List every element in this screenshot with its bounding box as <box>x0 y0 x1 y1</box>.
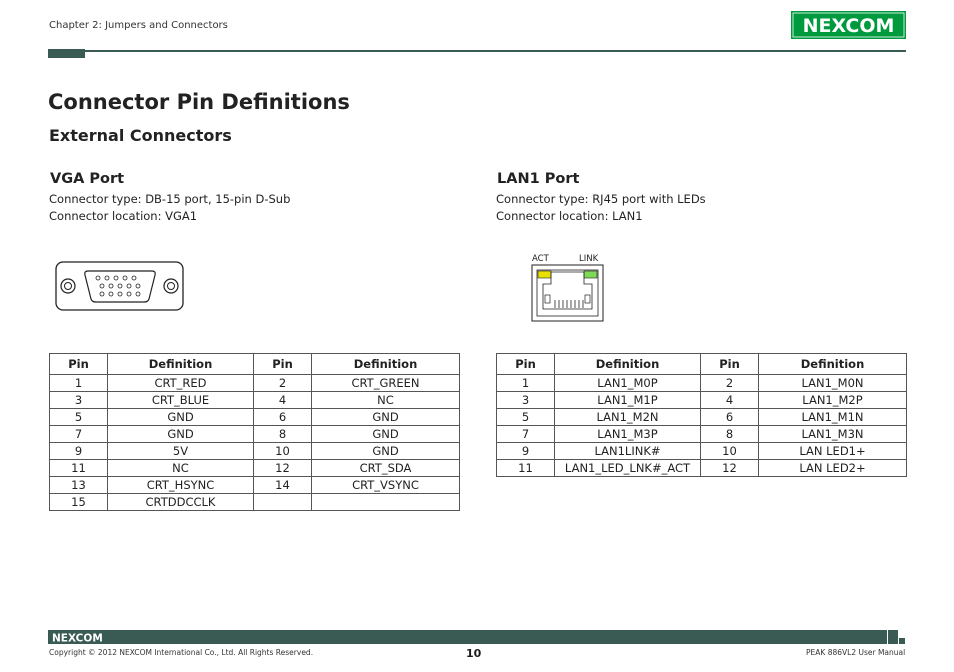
vga-info <box>49 191 290 225</box>
cell: LAN1_M0P <box>555 375 701 392</box>
cell: 10 <box>701 443 759 460</box>
header-accent-bar <box>48 49 85 58</box>
table-row <box>497 375 907 392</box>
table-row <box>50 426 460 443</box>
table-row <box>50 477 460 494</box>
cell: 10 <box>254 443 312 460</box>
col-header: Pin <box>254 354 312 375</box>
page-title: Connector Pin Definitions <box>48 90 350 114</box>
cell: CRT_GREEN <box>312 375 460 392</box>
page-number: 10 <box>466 647 482 660</box>
cell: 5V <box>108 443 254 460</box>
table-row <box>50 460 460 477</box>
cell: GND <box>312 409 460 426</box>
link-label: LINK <box>579 254 599 264</box>
cell: 5 <box>50 409 108 426</box>
cell: CRTDDCCLK <box>108 494 254 511</box>
table-row <box>497 426 907 443</box>
cell: LAN LED2+ <box>759 460 907 477</box>
col-header: Pin <box>701 354 759 375</box>
manual-name: PEAK 886VL2 User Manual <box>806 648 906 657</box>
copyright-text: Copyright © 2012 NEXCOM International Co., Ltd. All Rights Reserved. <box>49 648 314 657</box>
lan-connector-location: Connector location: LAN1 <box>496 209 643 223</box>
cell: 2 <box>254 375 312 392</box>
cell: 3 <box>497 392 555 409</box>
act-label: ACT <box>532 254 549 264</box>
vga-pin-table <box>49 353 460 511</box>
cell: LAN LED1+ <box>759 443 907 460</box>
col-header: Definition <box>108 354 254 375</box>
logo-text: NEXCOM <box>802 15 895 37</box>
cell: CRT_HSYNC <box>108 477 254 494</box>
cell: LAN1_M0N <box>759 375 907 392</box>
cell: 11 <box>50 460 108 477</box>
cell: 1 <box>50 375 108 392</box>
lan-connector-type: Connector type: RJ45 port with LEDs <box>496 192 706 206</box>
cell: LAN1_M1N <box>759 409 907 426</box>
cell: LAN1_M3P <box>555 426 701 443</box>
cell: 8 <box>254 426 312 443</box>
cell: LAN1_M3N <box>759 426 907 443</box>
col-header: Pin <box>50 354 108 375</box>
cell: LAN1_M2P <box>759 392 907 409</box>
cell: LAN1_LED_LNK#_ACT <box>555 460 701 477</box>
cell: 4 <box>701 392 759 409</box>
cell: 7 <box>497 426 555 443</box>
cell: CRT_SDA <box>312 460 460 477</box>
section-title: External Connectors <box>49 126 232 145</box>
cell: CRT_VSYNC <box>312 477 460 494</box>
vga-connector-location: Connector location: VGA1 <box>49 209 198 223</box>
col-header: Definition <box>759 354 907 375</box>
table-row <box>497 443 907 460</box>
cell: GND <box>108 426 254 443</box>
cell: GND <box>108 409 254 426</box>
footer-corner-mark <box>888 630 906 644</box>
cell: 9 <box>497 443 555 460</box>
cell: 13 <box>50 477 108 494</box>
cell: NC <box>108 460 254 477</box>
cell: 8 <box>701 426 759 443</box>
col-header: Definition <box>312 354 460 375</box>
cell: 4 <box>254 392 312 409</box>
cell: GND <box>312 426 460 443</box>
cell <box>254 494 312 511</box>
nexcom-logo <box>791 11 906 39</box>
link-led <box>584 271 597 278</box>
cell: NC <box>312 392 460 409</box>
table-row <box>50 443 460 460</box>
cell: CRT_RED <box>108 375 254 392</box>
cell: CRT_BLUE <box>108 392 254 409</box>
table-row <box>497 460 907 477</box>
cell: 6 <box>701 409 759 426</box>
footer-nexcom-logo <box>52 632 108 643</box>
table-row <box>497 409 907 426</box>
footer-logo-text: NEXCOM <box>52 632 103 643</box>
col-header: Pin <box>497 354 555 375</box>
cell: 2 <box>701 375 759 392</box>
cell: LAN1_M2N <box>555 409 701 426</box>
table-row <box>50 494 460 511</box>
cell: 11 <box>497 460 555 477</box>
cell: 12 <box>701 460 759 477</box>
cell: 15 <box>50 494 108 511</box>
lan-title: LAN1 Port <box>497 171 580 187</box>
act-led <box>538 271 551 278</box>
cell: 3 <box>50 392 108 409</box>
cell: 6 <box>254 409 312 426</box>
cell <box>312 494 460 511</box>
cell: 5 <box>497 409 555 426</box>
cell: LAN1LINK# <box>555 443 701 460</box>
cell: 7 <box>50 426 108 443</box>
table-row <box>50 375 460 392</box>
table-row <box>50 409 460 426</box>
cell: GND <box>312 443 460 460</box>
lan-info <box>496 191 706 225</box>
cell: 12 <box>254 460 312 477</box>
vga-title: VGA Port <box>50 171 125 187</box>
rj45-connector-diagram <box>530 251 606 323</box>
table-row <box>497 392 907 409</box>
table-row <box>50 392 460 409</box>
cell: 14 <box>254 477 312 494</box>
cell: 1 <box>497 375 555 392</box>
col-header: Definition <box>555 354 701 375</box>
footer-bar <box>48 630 887 644</box>
lan-pin-table <box>496 353 907 477</box>
chapter-label: Chapter 2: Jumpers and Connectors <box>49 20 228 31</box>
header-rule <box>85 50 906 52</box>
cell: LAN1_M1P <box>555 392 701 409</box>
cell: 9 <box>50 443 108 460</box>
vga-connector-type: Connector type: DB-15 port, 15-pin D-Sub <box>49 192 291 206</box>
vga-connector-diagram <box>55 261 185 311</box>
